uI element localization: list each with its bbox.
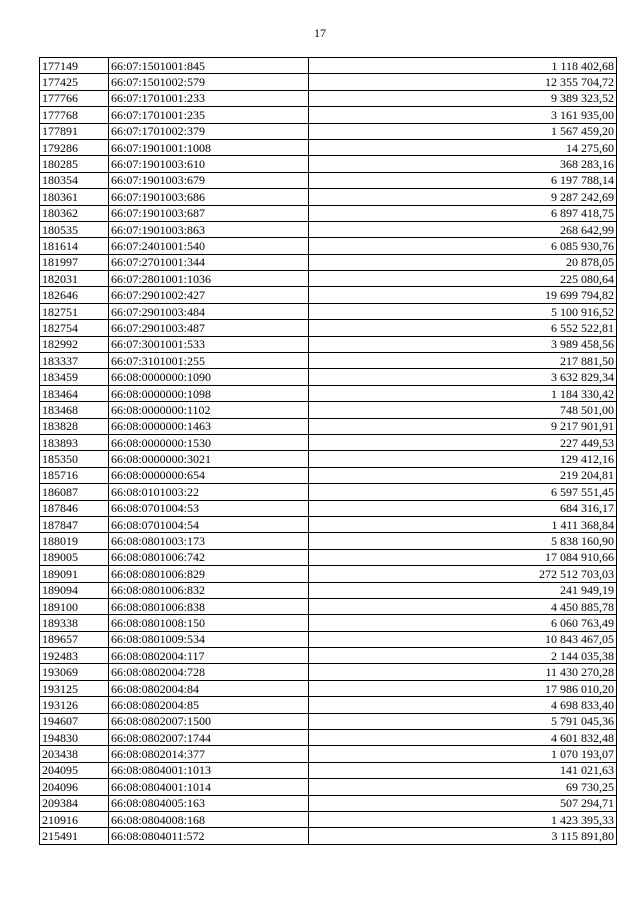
amount-cell: 141 021,63: [309, 762, 617, 778]
row-id-cell: 183464: [40, 385, 109, 401]
row-id-cell: 183337: [40, 353, 109, 369]
table-row: [40, 369, 617, 385]
cadastral-number-cell: 66:08:0000000:3021: [109, 451, 309, 467]
row-id-cell: 194830: [40, 730, 109, 746]
cadastral-number-cell: 66:08:0804001:1014: [109, 779, 309, 795]
amount-cell: 14 275,60: [309, 139, 617, 155]
row-id-cell: 210916: [40, 811, 109, 827]
cadastral-number-cell: 66:08:0000000:1098: [109, 385, 309, 401]
row-id-cell: 189100: [40, 598, 109, 614]
cadastral-number-cell: 66:08:0801006:829: [109, 566, 309, 582]
cadastral-number-cell: 66:08:0802004:117: [109, 648, 309, 664]
cadastral-number-cell: 66:07:2701001:344: [109, 254, 309, 270]
cadastral-number-cell: 66:08:0000000:1463: [109, 418, 309, 434]
table-row: [40, 385, 617, 401]
cadastral-number-cell: 66:07:1901001:1008: [109, 139, 309, 155]
table-row: [40, 353, 617, 369]
amount-cell: 4 450 885,78: [309, 598, 617, 614]
amount-cell: 368 283,16: [309, 156, 617, 172]
table-row: [40, 271, 617, 287]
amount-cell: 9 389 323,52: [309, 90, 617, 106]
page-number: 17: [314, 26, 326, 40]
table-row: [40, 828, 617, 844]
row-id-cell: 177149: [40, 58, 109, 74]
table-row: [40, 434, 617, 450]
cadastral-number-cell: 66:08:0802007:1744: [109, 730, 309, 746]
amount-cell: 6 060 763,49: [309, 615, 617, 631]
table-row: [40, 303, 617, 319]
table-row: [40, 582, 617, 598]
cadastral-number-cell: 66:08:0701004:54: [109, 516, 309, 532]
cadastral-number-cell: 66:08:0801006:832: [109, 582, 309, 598]
amount-cell: 684 316,17: [309, 500, 617, 516]
amount-cell: 19 699 794,82: [309, 287, 617, 303]
row-id-cell: 193069: [40, 664, 109, 680]
cadastral-number-cell: 66:07:3101001:255: [109, 353, 309, 369]
amount-cell: 5 838 160,90: [309, 533, 617, 549]
amount-cell: 2 144 035,38: [309, 648, 617, 664]
row-id-cell: 209384: [40, 795, 109, 811]
table-row: [40, 107, 617, 123]
row-id-cell: 189338: [40, 615, 109, 631]
row-id-cell: 180354: [40, 172, 109, 188]
table-row: [40, 598, 617, 614]
amount-cell: 20 878,05: [309, 254, 617, 270]
cadastral-number-cell: 66:08:0801006:742: [109, 549, 309, 565]
amount-cell: 3 115 891,80: [309, 828, 617, 844]
row-id-cell: 183459: [40, 369, 109, 385]
table-row: [40, 320, 617, 336]
cadastral-number-cell: 66:07:1901003:686: [109, 189, 309, 205]
cadastral-number-cell: 66:07:1701002:379: [109, 123, 309, 139]
cadastral-number-cell: 66:07:1701001:235: [109, 107, 309, 123]
table-row: [40, 287, 617, 303]
amount-cell: 217 881,50: [309, 353, 617, 369]
table-row: [40, 205, 617, 221]
table-row: [40, 336, 617, 352]
amount-cell: 9 217 901,91: [309, 418, 617, 434]
row-id-cell: 181997: [40, 254, 109, 270]
table-row: [40, 746, 617, 762]
cadastral-number-cell: 66:07:1901003:863: [109, 221, 309, 237]
table-row: [40, 156, 617, 172]
table-row: [40, 484, 617, 500]
cadastral-number-cell: 66:08:0000000:1090: [109, 369, 309, 385]
cadastral-number-cell: 66:08:0801008:150: [109, 615, 309, 631]
row-id-cell: 182646: [40, 287, 109, 303]
cadastral-number-cell: 66:08:0000000:654: [109, 467, 309, 483]
table-row: [40, 451, 617, 467]
row-id-cell: 185716: [40, 467, 109, 483]
amount-cell: 6 552 522,81: [309, 320, 617, 336]
row-id-cell: 177425: [40, 74, 109, 90]
table-row: [40, 648, 617, 664]
table-row: [40, 139, 617, 155]
amount-cell: 12 355 704,72: [309, 74, 617, 90]
table-row: [40, 680, 617, 696]
cadastral-number-cell: 66:08:0801003:173: [109, 533, 309, 549]
row-id-cell: 180535: [40, 221, 109, 237]
table-row: [40, 500, 617, 516]
table-row: [40, 762, 617, 778]
amount-cell: 5 100 916,52: [309, 303, 617, 319]
cadastral-number-cell: 66:07:2901003:487: [109, 320, 309, 336]
row-id-cell: 182751: [40, 303, 109, 319]
cadastral-number-cell: 66:08:0000000:1530: [109, 434, 309, 450]
row-id-cell: 204096: [40, 779, 109, 795]
row-id-cell: 204095: [40, 762, 109, 778]
amount-cell: 10 843 467,05: [309, 631, 617, 647]
cadastral-number-cell: 66:07:1501002:579: [109, 74, 309, 90]
cadastral-value-table: [39, 57, 617, 845]
cadastral-number-cell: 66:07:1701001:233: [109, 90, 309, 106]
row-id-cell: 183893: [40, 434, 109, 450]
table-row: [40, 123, 617, 139]
row-id-cell: 179286: [40, 139, 109, 155]
amount-cell: 241 949,19: [309, 582, 617, 598]
table-row: [40, 402, 617, 418]
amount-cell: 227 449,53: [309, 434, 617, 450]
amount-cell: 272 512 703,03: [309, 566, 617, 582]
table-row: [40, 90, 617, 106]
amount-cell: 268 642,99: [309, 221, 617, 237]
amount-cell: 6 085 930,76: [309, 238, 617, 254]
table-row: [40, 566, 617, 582]
amount-cell: 4 698 833,40: [309, 697, 617, 713]
row-id-cell: 183468: [40, 402, 109, 418]
table-row: [40, 631, 617, 647]
row-id-cell: 180285: [40, 156, 109, 172]
amount-cell: 1 423 395,33: [309, 811, 617, 827]
amount-cell: 6 597 551,45: [309, 484, 617, 500]
cadastral-number-cell: 66:07:1901003:610: [109, 156, 309, 172]
amount-cell: 5 791 045,36: [309, 713, 617, 729]
cadastral-number-cell: 66:07:2901003:484: [109, 303, 309, 319]
row-id-cell: 215491: [40, 828, 109, 844]
cadastral-number-cell: 66:08:0802004:84: [109, 680, 309, 696]
row-id-cell: 186087: [40, 484, 109, 500]
table-row: [40, 697, 617, 713]
row-id-cell: 189657: [40, 631, 109, 647]
table-row: [40, 811, 617, 827]
cadastral-number-cell: 66:07:2901002:427: [109, 287, 309, 303]
table-row: [40, 730, 617, 746]
row-id-cell: 180361: [40, 189, 109, 205]
cadastral-number-cell: 66:08:0804001:1013: [109, 762, 309, 778]
cadastral-number-cell: 66:08:0801006:838: [109, 598, 309, 614]
amount-cell: 3 632 829,34: [309, 369, 617, 385]
amount-cell: 1 070 193,07: [309, 746, 617, 762]
table-row: [40, 795, 617, 811]
cadastral-number-cell: 66:08:0101003:22: [109, 484, 309, 500]
cadastral-number-cell: 66:08:0801009:534: [109, 631, 309, 647]
amount-cell: 1 184 330,42: [309, 385, 617, 401]
row-id-cell: 177766: [40, 90, 109, 106]
cadastral-number-cell: 66:07:2401001:540: [109, 238, 309, 254]
amount-cell: 748 501,00: [309, 402, 617, 418]
amount-cell: 69 730,25: [309, 779, 617, 795]
cadastral-number-cell: 66:07:3001001:533: [109, 336, 309, 352]
table-row: [40, 779, 617, 795]
amount-cell: 6 197 788,14: [309, 172, 617, 188]
amount-cell: 3 989 458,56: [309, 336, 617, 352]
table-row: [40, 615, 617, 631]
cadastral-number-cell: 66:08:0802004:728: [109, 664, 309, 680]
amount-cell: 17 084 910,66: [309, 549, 617, 565]
amount-cell: 1 118 402,68: [309, 58, 617, 74]
row-id-cell: 189094: [40, 582, 109, 598]
amount-cell: 129 412,16: [309, 451, 617, 467]
row-id-cell: 193126: [40, 697, 109, 713]
cadastral-number-cell: 66:08:0701004:53: [109, 500, 309, 516]
table-body: [40, 58, 617, 845]
table-row: [40, 418, 617, 434]
row-id-cell: 182754: [40, 320, 109, 336]
table-row: [40, 516, 617, 532]
table-row: [40, 467, 617, 483]
cadastral-number-cell: 66:07:1901003:687: [109, 205, 309, 221]
cadastral-number-cell: 66:08:0000000:1102: [109, 402, 309, 418]
row-id-cell: 182992: [40, 336, 109, 352]
row-id-cell: 189005: [40, 549, 109, 565]
table-row: [40, 58, 617, 74]
table-row: [40, 549, 617, 565]
amount-cell: 1 411 368,84: [309, 516, 617, 532]
cadastral-number-cell: 66:08:0804011:572: [109, 828, 309, 844]
amount-cell: 1 567 459,20: [309, 123, 617, 139]
row-id-cell: 187846: [40, 500, 109, 516]
row-id-cell: 181614: [40, 238, 109, 254]
table-row: [40, 254, 617, 270]
row-id-cell: 183828: [40, 418, 109, 434]
row-id-cell: 203438: [40, 746, 109, 762]
cadastral-number-cell: 66:07:1901003:679: [109, 172, 309, 188]
table-row: [40, 172, 617, 188]
table-row: [40, 221, 617, 237]
amount-cell: 17 986 010,20: [309, 680, 617, 696]
table-row: [40, 713, 617, 729]
table-row: [40, 238, 617, 254]
amount-cell: 11 430 270,28: [309, 664, 617, 680]
amount-cell: 507 294,71: [309, 795, 617, 811]
row-id-cell: 177891: [40, 123, 109, 139]
cadastral-number-cell: 66:08:0804005:163: [109, 795, 309, 811]
row-id-cell: 188019: [40, 533, 109, 549]
cadastral-number-cell: 66:08:0802007:1500: [109, 713, 309, 729]
table-row: [40, 189, 617, 205]
row-id-cell: 180362: [40, 205, 109, 221]
table-row: [40, 74, 617, 90]
amount-cell: 3 161 935,00: [309, 107, 617, 123]
amount-cell: 219 204,81: [309, 467, 617, 483]
row-id-cell: 177768: [40, 107, 109, 123]
row-id-cell: 189091: [40, 566, 109, 582]
cadastral-number-cell: 66:07:1501001:845: [109, 58, 309, 74]
row-id-cell: 182031: [40, 271, 109, 287]
row-id-cell: 185350: [40, 451, 109, 467]
amount-cell: 4 601 832,48: [309, 730, 617, 746]
row-id-cell: 192483: [40, 648, 109, 664]
amount-cell: 225 080,64: [309, 271, 617, 287]
cadastral-number-cell: 66:08:0804008:168: [109, 811, 309, 827]
cadastral-number-cell: 66:08:0802014:377: [109, 746, 309, 762]
amount-cell: 6 897 418,75: [309, 205, 617, 221]
cadastral-number-cell: 66:08:0802004:85: [109, 697, 309, 713]
table-row: [40, 664, 617, 680]
row-id-cell: 187847: [40, 516, 109, 532]
row-id-cell: 194607: [40, 713, 109, 729]
cadastral-number-cell: 66:07:2801001:1036: [109, 271, 309, 287]
amount-cell: 9 287 242,69: [309, 189, 617, 205]
table-row: [40, 533, 617, 549]
row-id-cell: 193125: [40, 680, 109, 696]
